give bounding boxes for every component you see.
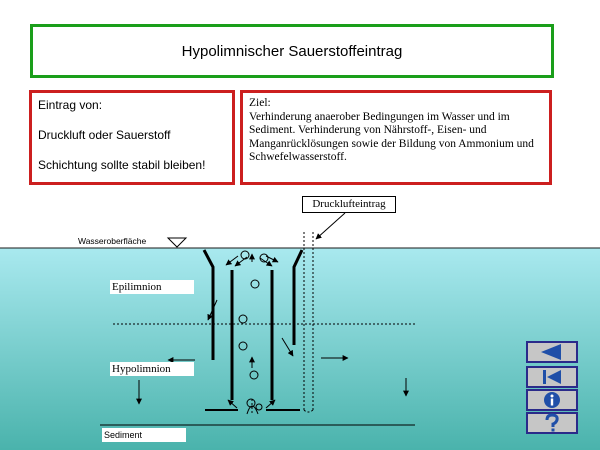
input-heading: Eintrag von: [38, 98, 103, 112]
help-button[interactable] [526, 412, 578, 434]
input-note: Schichtung sollte stabil bleiben! [38, 158, 206, 172]
water-body [0, 248, 600, 450]
sediment-label: Sediment [102, 428, 186, 442]
info-button[interactable] [526, 389, 578, 411]
info-icon [537, 390, 567, 410]
goal-heading: Ziel: [249, 97, 271, 109]
epilimnion-label: Epilimnion [110, 280, 194, 294]
page-title: Hypolimnischer Sauerstoffeintrag [30, 24, 554, 78]
back-button[interactable] [526, 341, 578, 363]
goal-text: Verhinderung anaerober Bedingungen im Wasser und im Sediment. Verhinderung von Nährstoff-, Eisen- und Manganrücklösungen sowie der Bildung von Ammonium und Schwefelwasserstoff. [249, 110, 534, 163]
surface-triangle-icon [168, 238, 186, 247]
first-page-button[interactable] [526, 366, 578, 388]
back-icon [537, 343, 567, 361]
water-surface-label: Wasseroberfläche [78, 236, 147, 246]
help-icon [537, 413, 567, 433]
air-input-callout: Drucklufteintrag [302, 196, 396, 213]
callout-arrow [316, 213, 345, 239]
hypolimnion-label: Hypolimnion [110, 362, 194, 376]
input-source: Druckluft oder Sauerstoff [38, 128, 171, 142]
first-page-icon [537, 368, 567, 386]
